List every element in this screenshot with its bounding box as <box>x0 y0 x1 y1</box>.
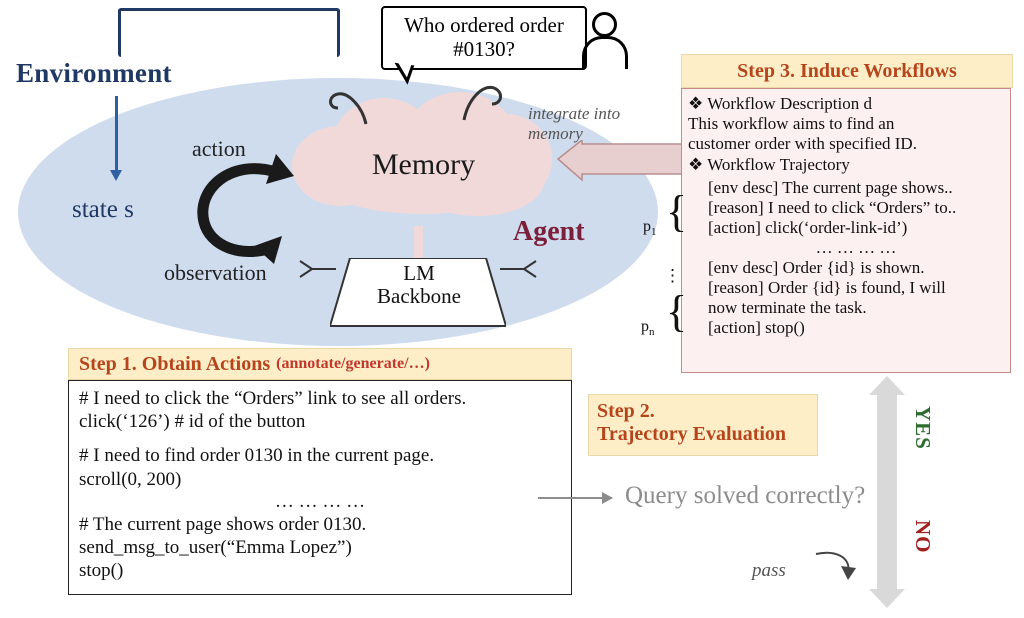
step3-p1-brace: { <box>666 187 688 236</box>
state-text: state s <box>72 196 134 223</box>
step1-code-line-4: scroll(0, 200) <box>79 468 182 490</box>
action-label: action <box>192 136 246 161</box>
user-icon <box>580 10 626 72</box>
step1-code-line-5: # The current page shows order 0130. <box>79 513 367 535</box>
user-query-bubble: Who ordered order #0130? <box>381 6 587 70</box>
environment-to-state-arrow <box>115 96 118 172</box>
step3-header <box>681 54 1013 88</box>
cloud-neck <box>414 226 423 258</box>
step1-subtitle: (annotate/generate/…) <box>276 355 430 372</box>
lm-arm-left-icon <box>298 258 338 280</box>
step1-code-line-3: # I need to find order 0130 in the current page. <box>79 445 435 467</box>
step3-desc-line1: This workflow aims to find an <box>688 114 895 134</box>
step3-p1-line2: [reason] I need to click “Orders” to.. <box>708 197 957 217</box>
observation-label: observation <box>164 260 267 285</box>
environment-title: Environment <box>16 58 172 88</box>
action-observation-loop-icon <box>190 150 300 270</box>
pass-label: pass <box>752 560 786 581</box>
yes-label: YES <box>911 406 935 450</box>
step3-pn-label: $p_n$ <box>641 318 655 339</box>
step1-panel <box>68 380 572 595</box>
step3-pn-line3: now terminate the task. <box>708 297 867 317</box>
step3-p1-line3: [action] click(‘order-link-id’) <box>708 217 908 237</box>
step3-trajectory-title: Workflow Trajectory <box>707 155 850 175</box>
integrate-arrow <box>556 140 684 182</box>
step3-description-title: Workflow Description d <box>707 94 873 113</box>
step3-panel <box>681 88 1011 373</box>
step3-pn-brace: { <box>666 287 688 336</box>
user-head-icon <box>592 12 617 37</box>
step3-pn-line1: [env desc] Order {id} is shown. <box>708 257 925 277</box>
step3-desc-line2: customer order with specified ID. <box>688 134 917 154</box>
step3-p1-label: $p_1$ <box>643 218 657 239</box>
step3-bullet-description: ❖ Workflow Description d <box>688 94 873 113</box>
step1-code-line-2: click(‘126’) # id of the button <box>79 411 306 433</box>
step3-pn-line2: [reason] Order {id} is found, I will <box>708 277 946 297</box>
cloud-antenna-right-icon <box>440 72 520 122</box>
step1-code-line-6: send_msg_to_user(“Emma Lopez”) <box>79 536 352 558</box>
step3-pn-line4: [action] stop() <box>708 317 805 337</box>
step1-to-step2-arrow <box>538 497 612 499</box>
step3-bullet-trajectory: ❖ Workflow Trajectory <box>688 155 850 175</box>
step1-header <box>68 348 572 380</box>
step3-middle-dots: … … … … <box>815 237 897 257</box>
cloud-antenna-left-icon <box>318 78 398 126</box>
agent-label: Agent <box>513 216 585 247</box>
step3-p1-line1: [env desc] The current page shows.. <box>708 177 953 197</box>
step1-code-line-1: # I need to click the “Orders” link to see all orders. <box>79 388 467 409</box>
step2-title-line2: Trajectory Evaluation <box>597 423 787 445</box>
yes-no-double-arrow <box>869 376 905 608</box>
bubble-tail-inner <box>395 61 412 78</box>
step1-title: Step 1. Obtain Actions <box>79 352 271 375</box>
lm-backbone-label-line2: Backbone <box>377 284 461 309</box>
lm-backbone-label <box>340 262 498 308</box>
step2-header <box>588 394 818 456</box>
step2-title-line1: Step 2. <box>597 400 655 422</box>
step1-code-line-7: stop() <box>79 560 124 582</box>
step3-vertical-dots: ⋮ <box>664 266 681 285</box>
step1-code-dots: … … … … <box>274 490 366 512</box>
lm-arm-right-icon <box>498 258 538 280</box>
user-body-icon <box>582 36 628 69</box>
pass-arrow-icon <box>812 548 868 588</box>
lm-backbone-label-line1: LM <box>403 261 435 285</box>
no-label: NO <box>911 520 935 554</box>
memory-label: Memory <box>371 148 476 181</box>
step2-question: Query solved correctly? <box>625 482 866 509</box>
step3-title: Step 3. Induce Workflows <box>737 59 957 82</box>
integrate-into-memory-note: integrate into memory <box>528 104 621 143</box>
state-label <box>72 196 134 224</box>
environment-query-bracket <box>118 8 340 57</box>
